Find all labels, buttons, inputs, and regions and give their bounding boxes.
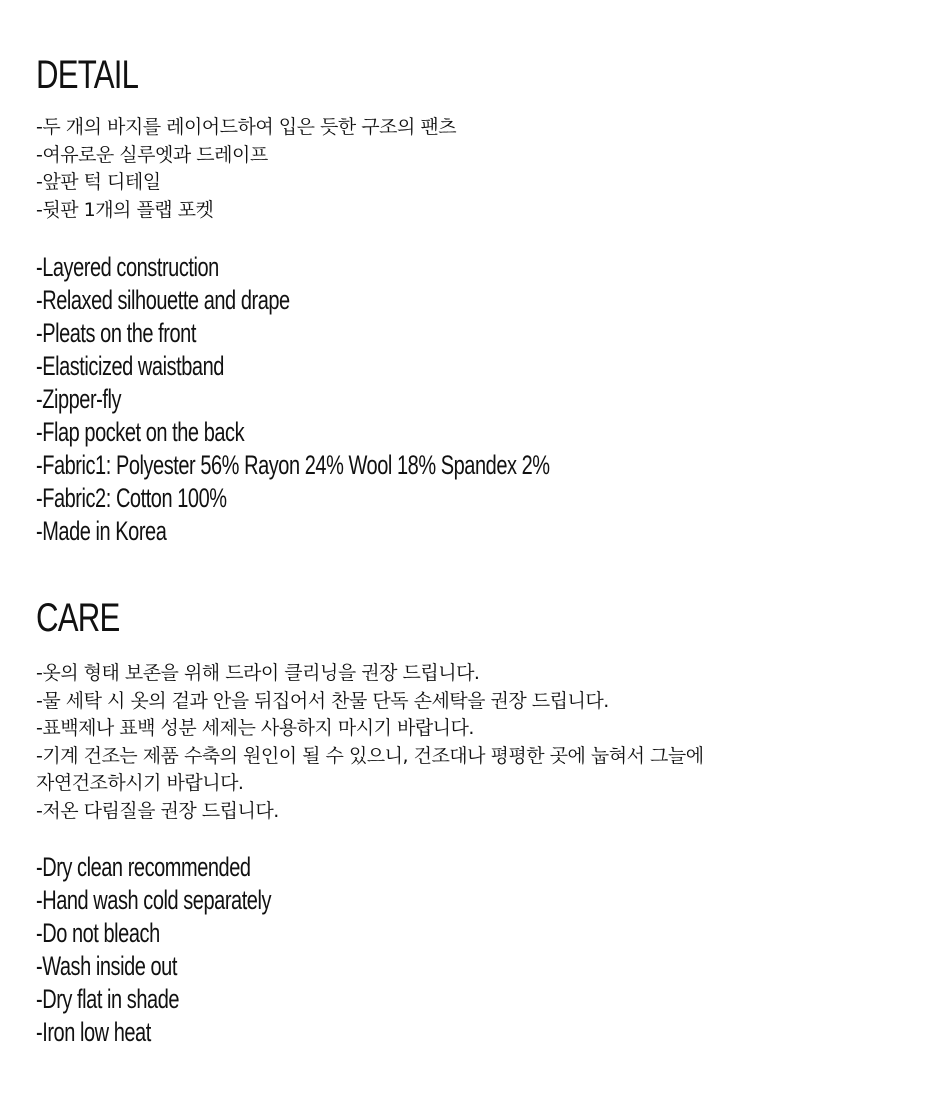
detail-english-item: -Pleats on the front [36, 318, 196, 348]
care-korean-item: -저온 다림질을 권장 드립니다. [36, 799, 279, 822]
care-english-item: -Dry flat in shade [36, 984, 180, 1014]
care-english-item: -Wash inside out [36, 951, 177, 981]
care-korean-list [36, 660, 704, 825]
detail-english-item: -Fabric1: Polyester 56% Rayon 24% Wool 18% Spandex 2% [36, 450, 550, 480]
detail-english-item: -Made in Korea [36, 516, 167, 546]
care-korean-item: 자연건조하시기 바랍니다. [36, 772, 244, 794]
care-korean-item: -기계 건조는 제품 수축의 원인이 될 수 있으니, 건조대나 평평한 곳에 눕혀서 그늘에 [36, 744, 704, 767]
care-korean-item: -물 세탁 시 옷의 겉과 안을 뒤집어서 찬물 단독 손세탁을 권장 드립니다. [36, 689, 609, 712]
care-english-item: -Dry clean recommended [36, 852, 251, 882]
care-english-item: -Iron low heat [36, 1017, 151, 1047]
detail-korean-item: -여유로운 실루엣과 드레이프 [36, 143, 268, 166]
detail-korean-list [36, 114, 456, 224]
detail-korean-item: -뒷판 1개의 플랩 포켓 [36, 198, 214, 221]
care-english-item: -Hand wash cold separately [36, 885, 272, 915]
detail-english-list [36, 251, 730, 548]
detail-english-item: -Relaxed silhouette and drape [36, 285, 290, 315]
detail-korean-item: -두 개의 바지를 레이어드하여 입은 듯한 구조의 팬츠 [36, 116, 457, 138]
detail-english-item: -Zipper-fly [36, 384, 122, 414]
detail-heading: DETAIL [36, 53, 139, 97]
care-english-item: -Do not bleach [36, 918, 160, 948]
detail-english-item: -Layered construction [36, 252, 219, 282]
detail-korean-item: -앞판 턱 디테일 [36, 171, 161, 193]
detail-english-item: -Flap pocket on the back [36, 417, 245, 447]
detail-english-item: -Fabric2: Cotton 100% [36, 483, 227, 513]
detail-english-item: -Elasticized waistband [36, 351, 224, 381]
care-korean-item: -옷의 형태 보존을 위해 드라이 클리닝을 권장 드립니다. [36, 662, 480, 684]
care-english-list [36, 851, 354, 1049]
care-heading: CARE [36, 596, 120, 640]
care-korean-item: -표백제나 표백 성분 세제는 사용하지 마시기 바랍니다. [36, 717, 474, 739]
